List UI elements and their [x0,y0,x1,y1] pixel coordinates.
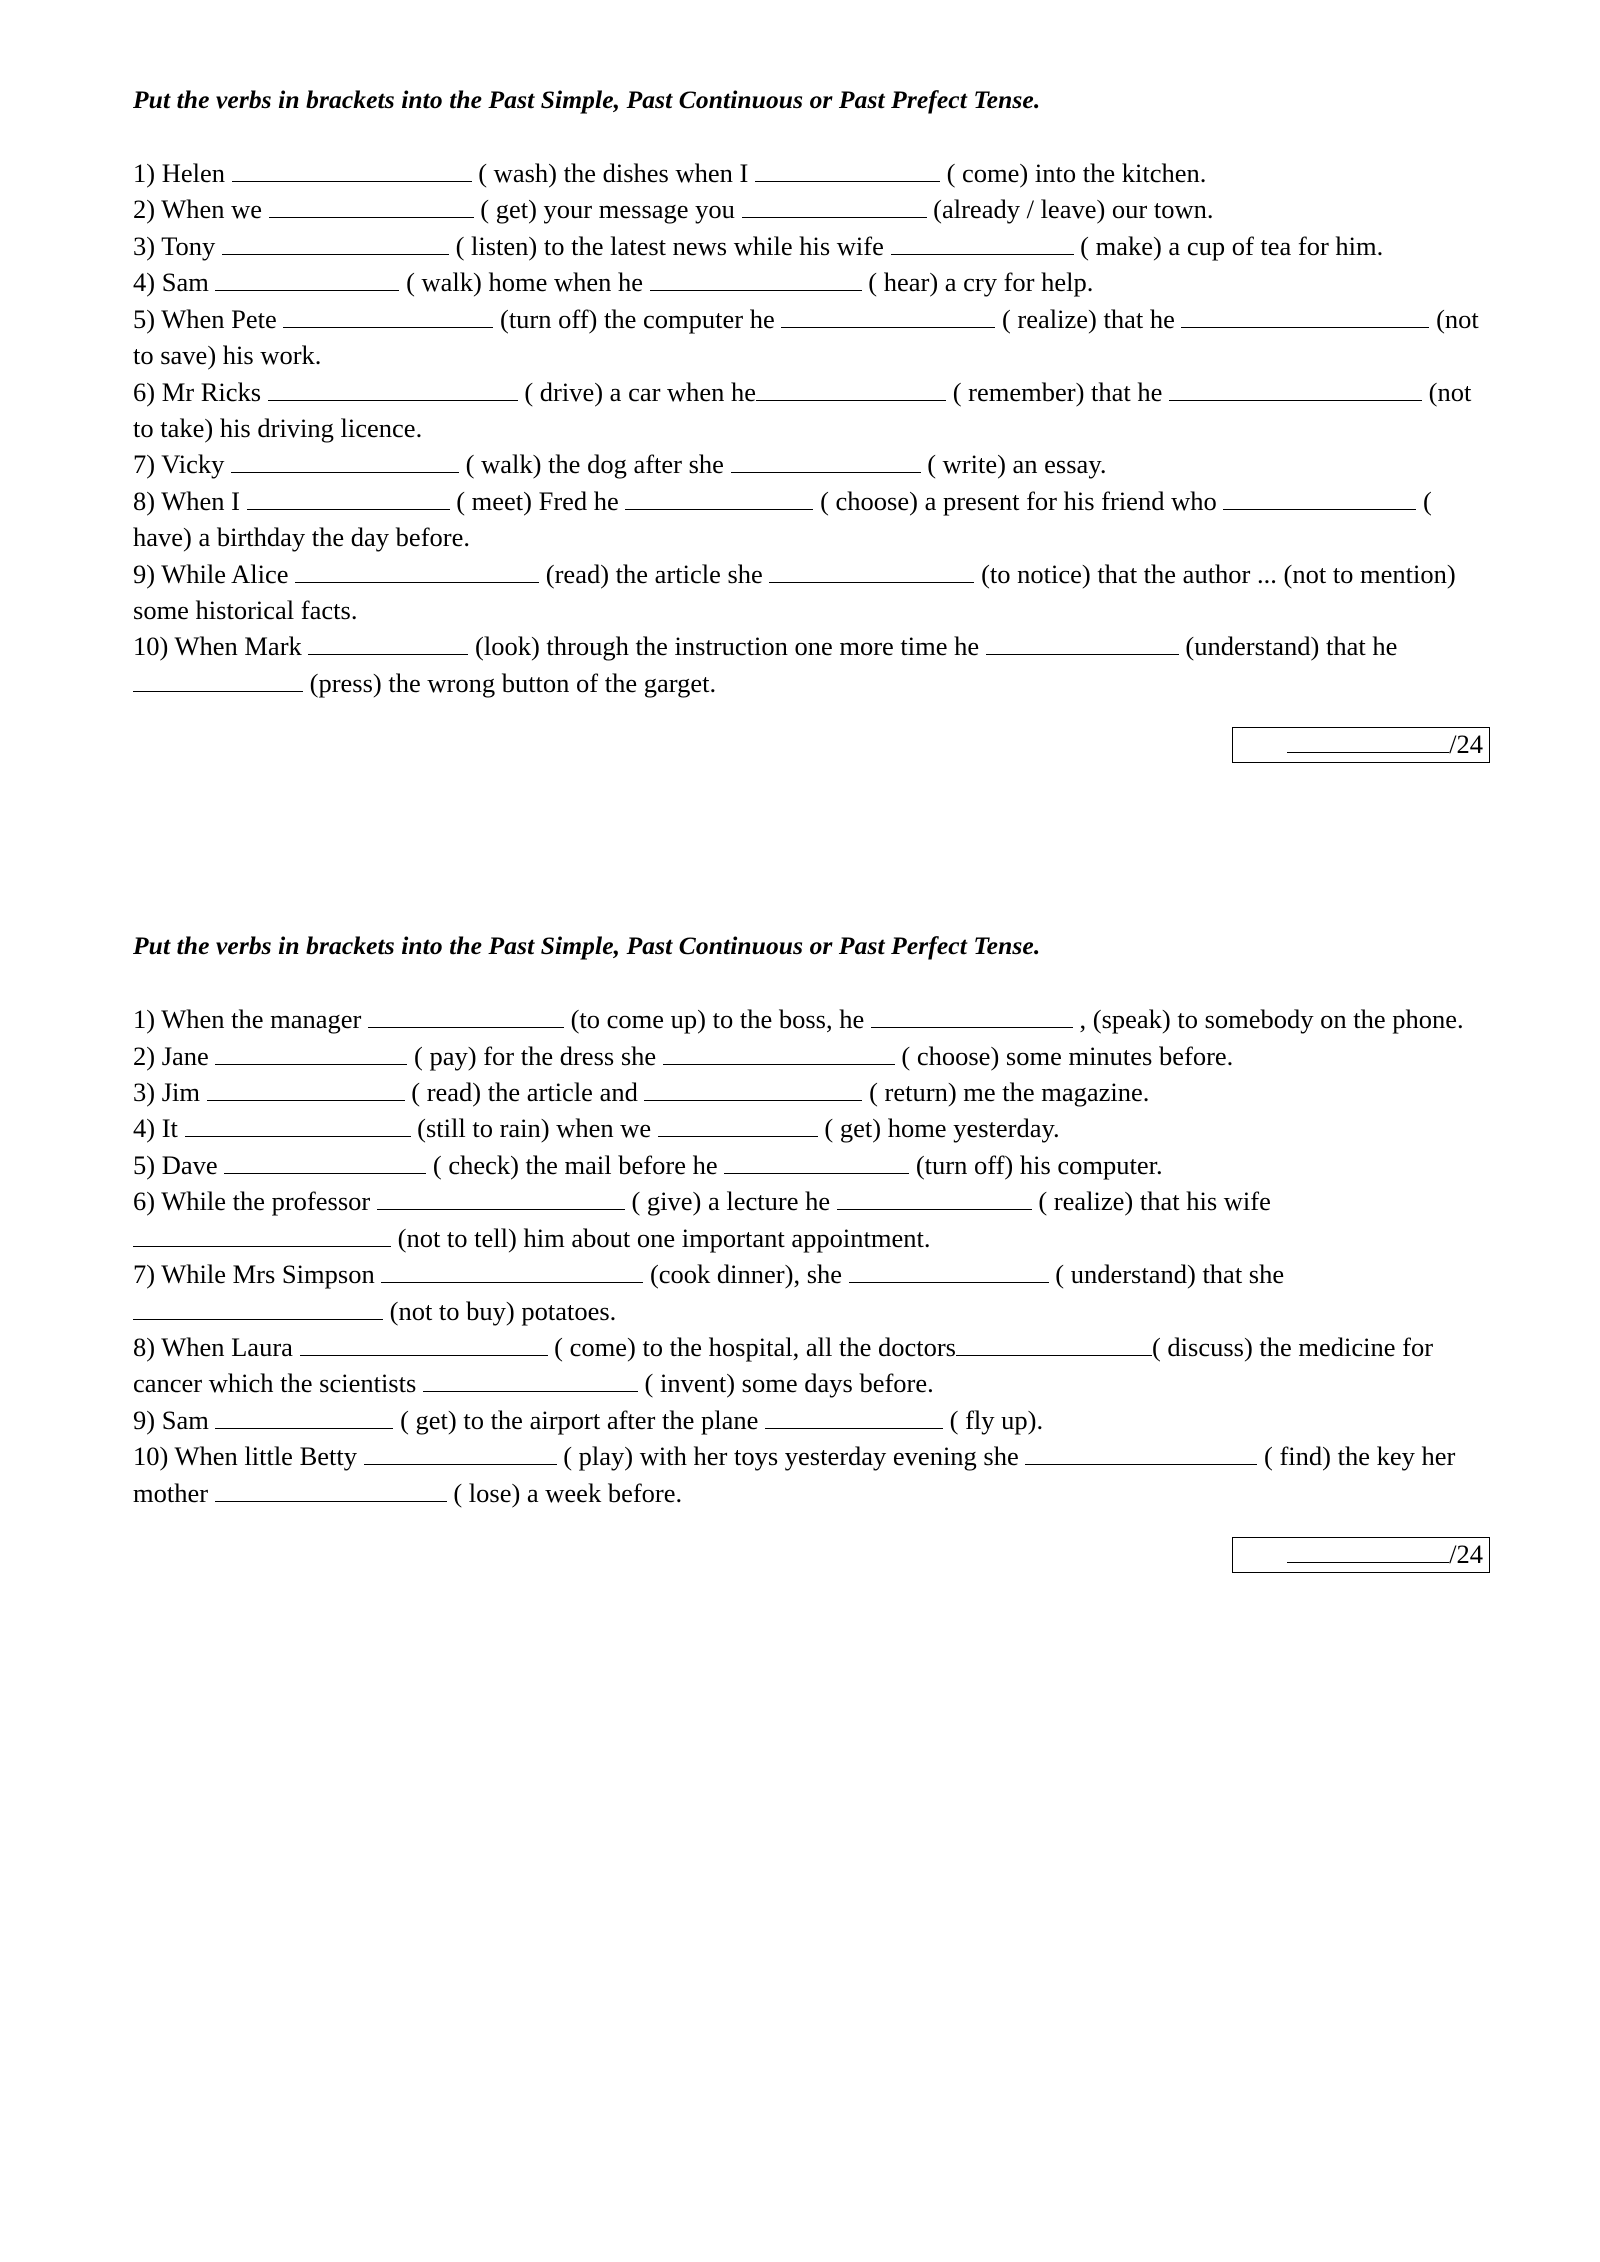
exercise-item [133,301,1493,374]
answer-blank[interactable] [283,305,493,328]
exercise-text: 1) Helen [133,158,232,189]
exercise-text: ( write) an essay. [920,449,1107,480]
worksheet-content [133,85,1493,1591]
exercise-text: 4) It [133,1113,185,1144]
exercise-text: ( walk) home when he [399,267,650,298]
exercise-text: (press) the wrong button of the garget. [303,667,717,698]
exercise-text: ( walk) the dog after she [459,449,731,480]
exercise-item [133,556,1493,629]
answer-blank[interactable] [215,1042,407,1065]
answer-blank[interactable] [308,633,468,656]
exercise-text: 9) While Alice [133,558,296,589]
exercise-text: 8) When Laura [133,1331,300,1362]
answer-blank[interactable] [295,560,539,583]
answer-blank[interactable] [849,1260,1049,1283]
exercise-text: (cook dinner), she [643,1259,849,1290]
answer-blank[interactable] [300,1333,548,1356]
score-entry-blank[interactable] [1287,1541,1449,1563]
exercise-item [133,191,1493,227]
answer-blank[interactable] [731,451,921,474]
exercise-text: (to notice) that the author ... (not to mention) some historical facts. [133,558,1456,625]
exercise-text: ( lose) a week before. [446,1477,683,1508]
section-2-item-list [133,1001,1493,1511]
exercise-text: ( choose) a present for his friend who [813,485,1224,516]
answer-blank[interactable] [423,1370,638,1393]
exercise-text: (not to save) his work. [133,303,1479,371]
answer-blank[interactable] [644,1078,862,1101]
exercise-text: ( return) me the magazine. [862,1077,1150,1108]
exercise-text: ( realize) that he [995,303,1182,334]
exercise-text: ( get) your message you [473,194,742,225]
answer-blank[interactable] [742,196,927,219]
heading-spacer-2 [133,961,1493,1001]
answer-blank[interactable] [756,378,946,401]
exercise-text: 8) When I [133,485,247,516]
exercise-text: ( understand) that she [1048,1259,1285,1290]
exercise-text: ( find) the key her mother [133,1441,1456,1508]
score-total-label: /24 [1449,729,1483,760]
exercise-text: (to come up) to the boss, he [563,1004,871,1035]
exercise-text: ( choose) some minutes before. [894,1040,1234,1071]
answer-blank[interactable] [215,269,399,292]
answer-blank[interactable] [837,1188,1032,1211]
exercise-item [133,1329,1493,1402]
exercise-item [133,1074,1493,1110]
answer-blank[interactable] [986,633,1179,656]
answer-blank[interactable] [215,1406,393,1429]
exercise-text: ( invent) some days before. [637,1368,934,1399]
answer-blank[interactable] [1025,1442,1257,1465]
exercise-text: ( wash) the dishes when I [471,158,755,189]
exercise-text: 7) Vicky [133,449,232,480]
answer-blank[interactable] [956,1333,1152,1356]
exercise-item [133,1001,1493,1037]
exercise-item [133,1402,1493,1438]
answer-blank[interactable] [1223,487,1416,510]
answer-blank[interactable] [185,1115,411,1138]
section-1-heading: Put the verbs in brackets into the Past Simple, Past Continuous or Past Prefect Tense. [133,85,1041,114]
exercise-text: 2) When we [133,194,269,225]
answer-blank[interactable] [663,1042,895,1065]
exercise-text: ( realize) that his wife [1031,1186,1271,1217]
exercise-item [133,1110,1493,1146]
exercise-item [133,1147,1493,1183]
exercise-item [133,1183,1493,1256]
answer-blank[interactable] [658,1115,818,1138]
exercise-text: 4) Sam [133,267,216,298]
exercise-text: ( read) the article and [404,1077,645,1108]
score-entry-blank[interactable] [1287,731,1449,753]
answer-blank[interactable] [247,487,450,510]
score-box[interactable] [1232,727,1490,763]
exercise-text: ( drive) a car when he [517,376,757,407]
answer-blank[interactable] [891,232,1074,255]
exercise-item [133,1256,1493,1329]
answer-blank[interactable] [222,232,449,255]
exercise-text: ( check) the mail before he [426,1149,725,1180]
answer-blank[interactable] [625,487,813,510]
answer-blank[interactable] [231,451,459,474]
exercise-text: 5) Dave [133,1149,225,1180]
exercise-text: ( come) into the kitchen. [939,158,1207,189]
exercise-text: 2) Jane [133,1040,216,1071]
heading-spacer-1 [133,115,1493,155]
exercise-text: ( remember) that he [946,376,1170,407]
exercise-section-2 [133,931,1493,1591]
exercise-text: 6) While the professor [133,1186,377,1217]
exercise-item [133,1438,1493,1511]
exercise-text: ( meet) Fred he [449,485,626,516]
answer-blank[interactable] [650,269,862,292]
answer-blank[interactable] [133,669,303,692]
exercise-text: 10) When little Betty [133,1441,364,1472]
answer-blank[interactable] [765,1406,943,1429]
exercise-text: ( give) a lecture he [624,1186,837,1217]
answer-blank[interactable] [377,1188,625,1211]
section-spacer [133,781,1493,931]
exercise-text: (read) the article she [539,558,770,589]
exercise-text: 3) Jim [133,1077,207,1108]
answer-blank[interactable] [133,1297,383,1320]
exercise-text: ( get) home yesterday. [817,1113,1060,1144]
exercise-text: 1) When the manager [133,1004,368,1035]
answer-blank[interactable] [1169,378,1422,401]
answer-blank[interactable] [368,1006,564,1029]
answer-blank[interactable] [269,196,474,219]
exercise-text: ( come) to the hospital, all the doctors [547,1331,956,1362]
exercise-text: ( get) to the airport after the plane [393,1404,766,1435]
answer-blank[interactable] [1181,305,1429,328]
exercise-text: ( discuss) the medicine for cancer which the scientists [133,1331,1434,1399]
answer-blank[interactable] [781,305,995,328]
section-2-heading: Put the verbs in brackets into the Past Simple, Past Continuous or Past Perfect Tense. [133,931,1041,961]
score-box[interactable] [1232,1537,1490,1573]
exercise-item [133,446,1493,482]
exercise-text: 7) While Mrs Simpson [133,1259,382,1290]
exercise-text: (still to rain) when we [410,1113,658,1144]
answer-blank[interactable] [769,560,974,583]
exercise-text: ( fly up). [943,1404,1044,1435]
exercise-text: ( have) a birthday the day before. [133,485,1432,553]
section-1-item-list [133,155,1493,701]
exercise-text: (understand) that he [1178,631,1398,662]
exercise-text: ( play) with her toys yesterday evening she [556,1441,1026,1472]
answer-blank[interactable] [224,1151,426,1174]
exercise-text: 9) Sam [133,1404,216,1435]
exercise-text: (not to tell) him about one important appointment. [391,1222,931,1253]
answer-blank[interactable] [207,1078,405,1101]
exercise-item [133,1038,1493,1074]
exercise-section-1 [133,85,1493,781]
exercise-item [133,374,1493,447]
answer-blank[interactable] [364,1442,557,1465]
exercise-item [133,264,1493,300]
answer-blank[interactable] [724,1151,909,1174]
section-1-score-row [133,727,1493,781]
answer-blank[interactable] [871,1006,1073,1029]
section-2-score-row [133,1537,1493,1591]
exercise-item [133,483,1493,556]
exercise-item [133,155,1493,191]
exercise-text: ( listen) to the latest news while his wife [448,230,891,261]
exercise-text: ( make) a cup of tea for him. [1073,230,1384,261]
exercise-text: 3) Tony [133,230,222,261]
exercise-item [133,628,1493,701]
exercise-text: (not to take) his driving licence. [133,376,1472,443]
exercise-item [133,228,1493,264]
answer-blank[interactable] [268,378,518,401]
exercise-text: 5) When Pete [133,303,284,334]
exercise-text: ( hear) a cry for help. [861,267,1094,298]
answer-blank[interactable] [755,159,940,182]
answer-blank[interactable] [232,159,472,182]
exercise-text: ( pay) for the dress she [407,1040,663,1071]
exercise-text: , (speak) to somebody on the phone. [1072,1004,1464,1035]
score-total-label: /24 [1449,1538,1483,1569]
answer-blank[interactable] [215,1479,447,1502]
answer-blank[interactable] [133,1224,391,1247]
exercise-text: (already / leave) our town. [926,194,1214,225]
exercise-text: (not to buy) potatoes. [383,1295,617,1326]
exercise-text: (turn off) his computer. [909,1149,1163,1180]
exercise-text: (turn off) the computer he [493,303,782,334]
exercise-text: 10) When Mark [133,631,309,662]
exercise-text: (look) through the instruction one more time he [468,631,986,662]
answer-blank[interactable] [381,1260,643,1283]
exercise-text: 6) Mr Ricks [133,376,268,407]
